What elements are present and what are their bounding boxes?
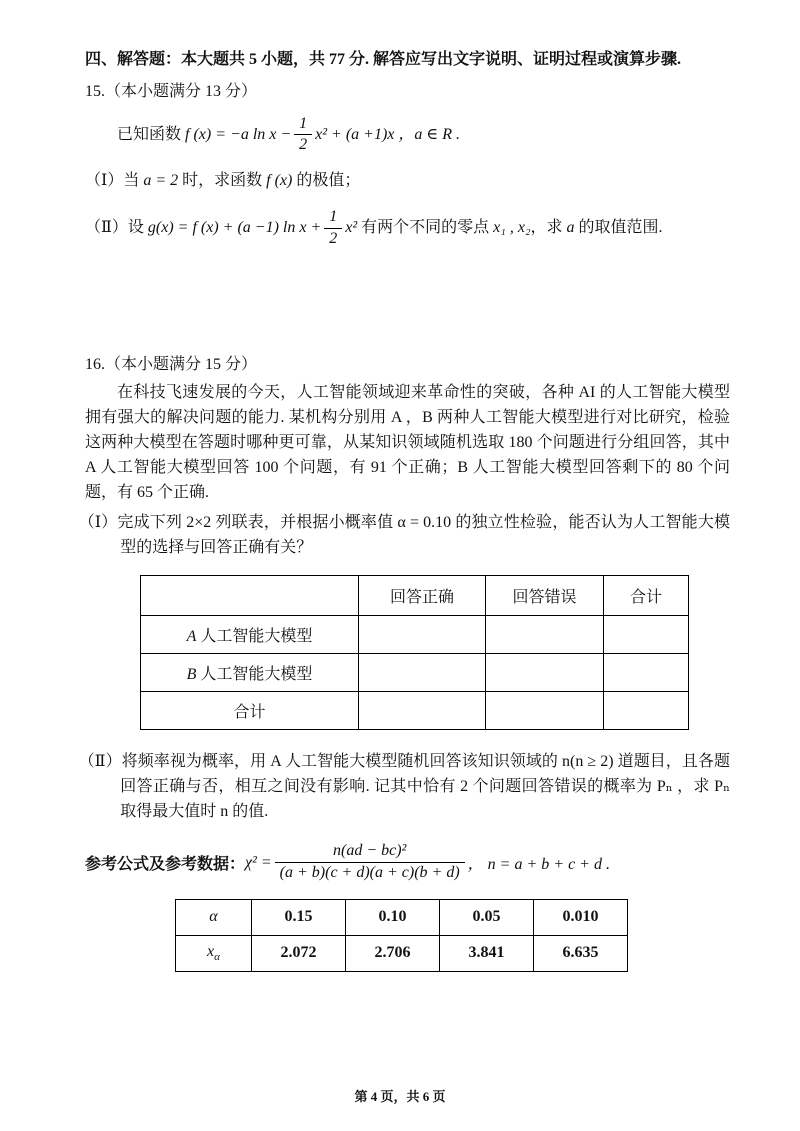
q15-part2-x-squared: x²: [345, 218, 358, 236]
reference-formula-label: 参考公式及参考数据：: [85, 856, 246, 874]
alpha-value: 0.010: [534, 899, 628, 935]
fraction-numerator: 1: [329, 207, 338, 225]
q16-part2: （Ⅱ）将频率视为概率，用 A 人工智能大模型随机回答该知识领域的 n(n ≥ 2) 道题目，且各题回答正确与否，相互之间没有影响. 记其中恰有 2 个问题回答错误的概率为 Pₙ ，求 Pₙ 取得最大值时 n 的值.: [78, 752, 730, 820]
q15-part2-a: a: [566, 218, 575, 236]
q15-part1: [85, 169, 730, 194]
empty-cell: [604, 615, 689, 653]
q15-part1-text2: 时，求函数: [178, 172, 267, 190]
page-footer: 第 4 页，共 6 页: [354, 1089, 446, 1104]
fraction-numerator: n(ad − bc)²: [332, 842, 407, 860]
corner-cell: [141, 575, 359, 615]
q15-part1-text: （Ⅰ）当: [85, 172, 144, 190]
q15-part2-text3: ，求: [530, 218, 567, 236]
fraction-denominator: 2: [324, 228, 342, 249]
header-correct: 回答正确: [359, 575, 486, 615]
q15-part2-text: （Ⅱ）设: [85, 218, 148, 236]
row-label-model-b: [141, 653, 359, 691]
table-row-model-a: [141, 615, 689, 653]
critical-value-row: [176, 935, 628, 971]
critical-values-table: [175, 899, 628, 972]
fraction-one-half: [324, 208, 342, 249]
x-base: x: [207, 943, 215, 961]
n-definition: ， n = a + b + c + d .: [467, 856, 610, 874]
empty-cell: [359, 653, 486, 691]
alpha-value: 0.15: [252, 899, 346, 935]
fraction-denominator: (a + b)(c + d)(a + c)(b + d): [275, 862, 465, 883]
contingency-table: [140, 575, 689, 730]
fraction-numerator: 1: [299, 114, 308, 132]
q16-part1: （Ⅰ）完成下列 2×2 列联表，并根据小概率值 α = 0.10 的独立性检验，能否认为人工智能大模型的选择与回答正确有关？: [78, 514, 730, 557]
chi-squared-equals: χ² =: [245, 853, 272, 871]
q15-part2-text4: 的取值范围.: [574, 218, 663, 236]
empty-cell: [486, 691, 604, 729]
q15-part2: [85, 208, 730, 249]
q15-function-lhs: f (x) = −a ln x −: [185, 125, 292, 143]
empty-cell: [359, 691, 486, 729]
empty-cell: [486, 653, 604, 691]
table-header-row: [141, 575, 689, 615]
fraction-denominator: 2: [294, 134, 312, 155]
q16-problem-statement: 在科技飞速发展的今天，人工智能领域迎来革命性的突破，各种 AI 的人工智能大模型拥有强大的解决问题的能力. 某机构分别用 A ，B 两种人工智能大模型进行对比研究，检验这两种大模型在答题时哪种更可靠，从某知识领域随机选取 180 个问题进行分组回答，其中 A 人工智能大模型回答 100 个问题，有 91 个正确；B 人工智能大模型回答剩下的 80 个问题，有 65 个正确.: [85, 384, 730, 501]
critical-value: 3.841: [440, 935, 534, 971]
question-15: [85, 80, 730, 249]
critical-value: 2.706: [346, 935, 440, 971]
empty-cell: [604, 653, 689, 691]
q15-part2-zeros: x₁ , x₂: [493, 218, 531, 236]
chi-squared-fraction: [275, 842, 465, 883]
alpha-value: 0.10: [346, 899, 440, 935]
model-a-letter: A: [186, 627, 197, 645]
q16-title: 16.（本小题满分 15 分）: [85, 355, 258, 373]
alpha-row: [176, 899, 628, 935]
empty-cell: [359, 615, 486, 653]
critical-value: 2.072: [252, 935, 346, 971]
alpha-label: α: [176, 899, 252, 935]
critical-value: 6.635: [534, 935, 628, 971]
q15-given-text: 已知函数: [117, 125, 186, 143]
empty-cell: [604, 691, 689, 729]
section-header: 四、解答题：本大题共 5 小题，共 77 分. 解答应写出文字说明、证明过程或演算步骤.: [85, 51, 682, 68]
model-b-letter: B: [186, 665, 197, 683]
q15-part1-a-equals-2: a = 2: [143, 172, 179, 190]
model-a-text: 人工智能大模型: [196, 627, 313, 645]
total-text: 合计: [233, 703, 266, 721]
alpha-subscript: α: [214, 951, 220, 964]
alpha-value: 0.05: [440, 899, 534, 935]
fraction-one-half: [294, 115, 312, 156]
header-wrong: 回答错误: [486, 575, 604, 615]
question-16: [78, 353, 730, 972]
row-label-model-a: [141, 615, 359, 653]
model-b-text: 人工智能大模型: [196, 665, 313, 683]
q15-part1-fx: f (x): [266, 172, 293, 190]
table-row-model-b: [141, 653, 689, 691]
reference-formula: [85, 842, 730, 883]
q15-function-rhs: x² + (a +1)x ，a ∈ R .: [315, 125, 461, 143]
q15-part2-g-definition: g(x) = f (x) + (a −1) ln x +: [147, 218, 322, 236]
header-total: 合计: [604, 575, 689, 615]
row-label-total: [141, 691, 359, 729]
q15-function-definition: [85, 115, 730, 156]
q15-part1-text3: 的极值；: [292, 172, 361, 190]
empty-cell: [486, 615, 604, 653]
table-row-total: [141, 691, 689, 729]
q15-part2-text2: 有两个不同的零点: [357, 218, 494, 236]
q15-title: 15.（本小题满分 13 分）: [85, 82, 258, 100]
x-alpha-label: [176, 935, 252, 971]
